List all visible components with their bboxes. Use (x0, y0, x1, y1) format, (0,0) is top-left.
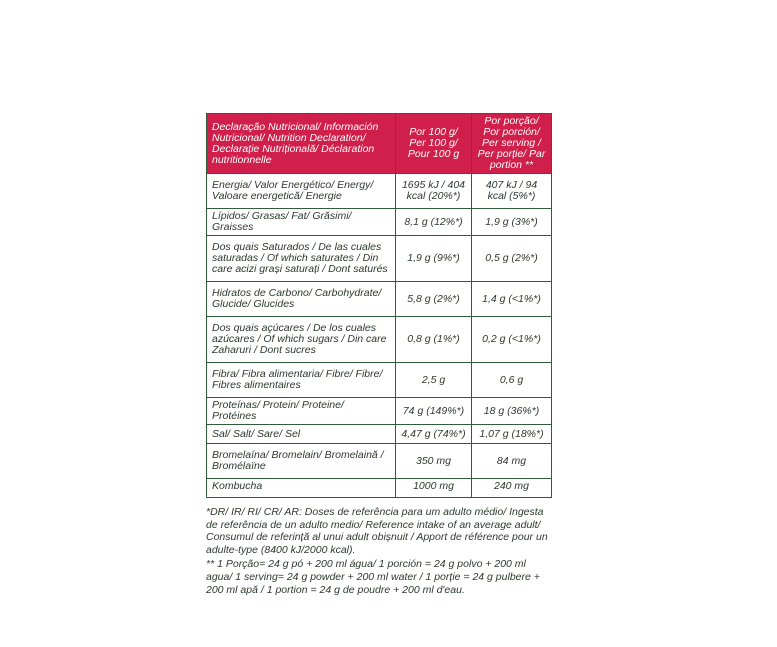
row-per100-saturates: 1,9 g (9%*) (396, 236, 472, 282)
table-row (207, 317, 552, 363)
row-label-kombucha: Kombucha (207, 479, 396, 498)
table-row (207, 209, 552, 236)
table-row (207, 236, 552, 282)
row-label-fibre: Fibra/ Fibra alimentaria/ Fibre/ Fibre/ Fibres alimentaires (207, 363, 396, 398)
row-per100-bromelain: 350 mg (396, 444, 472, 479)
row-serving-fibre: 0,6 g (472, 363, 552, 398)
row-per100-energy: 1695 kJ / 404 kcal (20%*) (396, 174, 472, 209)
row-serving-protein: 18 g (36%*) (472, 398, 552, 425)
row-serving-kombucha: 240 mg (472, 479, 552, 498)
row-per100-protein: 74 g (149%*) (396, 398, 472, 425)
row-per100-fat: 8,1 g (12%*) (396, 209, 472, 236)
table-row (207, 479, 552, 498)
row-per100-fibre: 2,5 g (396, 363, 472, 398)
footnote-reference-intake: *DR/ IR/ RI/ CR/ AR: Doses de referência para um adulto médio/ Ingesta de referência de un adulto medio/ Reference intake of an average adult/ Consumul de referință al unui adult obișnuit / Apport de référence pour un adulte-type (8400 kJ/2000 kcal). (206, 506, 548, 556)
header-per-100g: Por 100 g/ Per 100 g/ Pour 100 g (396, 114, 472, 174)
row-serving-bromelain: 84 mg (472, 444, 552, 479)
table-row (207, 398, 552, 425)
table-row (207, 425, 552, 444)
row-label-saturates: Dos quais Saturados / De las cuales saturadas / Of which saturates / Din care acizi grași saturați / Dont saturés (207, 236, 396, 282)
row-per100-kombucha: 1000 mg (396, 479, 472, 498)
row-label-sugars: Dos quais açúcares / De los cuales azúcares / Of which sugars / Din care Zaharuri / Dont sucres (207, 317, 396, 363)
row-serving-salt: 1,07 g (18%*) (472, 425, 552, 444)
row-serving-carbohydrate: 1,4 g (<1%*) (472, 282, 552, 317)
row-label-fat: Lípidos/ Grasas/ Fat/ Grăsimi/ Graisses (207, 209, 396, 236)
row-serving-saturates: 0,5 g (2%*) (472, 236, 552, 282)
table-row (207, 444, 552, 479)
row-label-protein: Proteínas/ Protein/ Proteine/ Protéines (207, 398, 396, 425)
header-label: Declaração Nutricional/ Información Nutricional/ Nutrition Declaration/ Declarație Nutrițională/ Déclaration nutritionnelle (207, 114, 396, 174)
row-label-bromelain: Bromelaína/ Bromelain/ Bromelaină / Bromélaïne (207, 444, 396, 479)
nutrition-table (206, 113, 552, 498)
footnotes (206, 506, 551, 596)
row-per100-carbohydrate: 5,8 g (2%*) (396, 282, 472, 317)
row-label-energy: Energia/ Valor Energético/ Energy/ Valoare energetică/ Energie (207, 174, 396, 209)
table-row (207, 363, 552, 398)
nutrition-panel (206, 113, 551, 598)
row-per100-sugars: 0,8 g (1%*) (396, 317, 472, 363)
table-row (207, 282, 552, 317)
row-serving-sugars: 0,2 g (<1%*) (472, 317, 552, 363)
row-serving-fat: 1,9 g (3%*) (472, 209, 552, 236)
row-serving-energy: 407 kJ / 94 kcal (5%*) (472, 174, 552, 209)
row-label-salt: Sal/ Salt/ Sare/ Sel (207, 425, 396, 444)
row-per100-salt: 4,47 g (74%*) (396, 425, 472, 444)
table-row (207, 174, 552, 209)
table-header-row (207, 114, 552, 174)
header-per-serving: Por porção/ Por porción/ Per serving / Per porție/ Par portion ** (472, 114, 552, 174)
footnote-portion: ** 1 Porção= 24 g pó + 200 ml água/ 1 porción = 24 g polvo + 200 ml agua/ 1 serving= 24 g powder + 200 ml water / 1 porție = 24 g pulbere + 200 ml apă / 1 portion = 24 g de poudre + 200 ml d'eau. (206, 558, 540, 596)
row-label-carbohydrate: Hidratos de Carbono/ Carbohydrate/ Glucide/ Glucides (207, 282, 396, 317)
